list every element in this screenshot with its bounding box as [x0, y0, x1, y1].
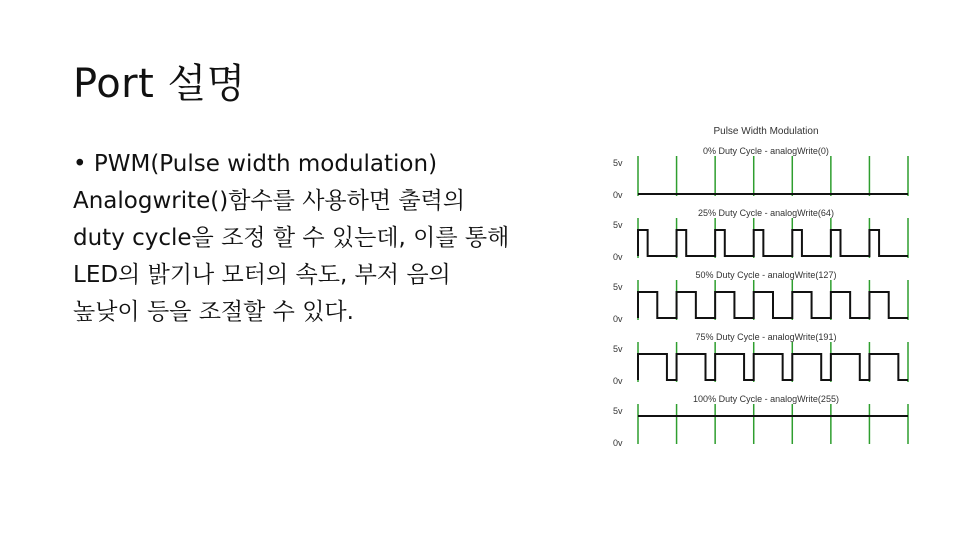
slide-title: Port 설명	[73, 61, 246, 107]
low-level-label: 0v	[613, 314, 623, 324]
high-level-label: 5v	[613, 282, 623, 292]
waveform-signal	[638, 354, 908, 380]
low-level-label: 0v	[613, 376, 623, 386]
waveform-label: 100% Duty Cycle - analogWrite(255)	[693, 394, 839, 404]
waveform-label: 75% Duty Cycle - analogWrite(191)	[695, 332, 837, 342]
high-level-label: 5v	[613, 158, 623, 168]
waveform-label: 25% Duty Cycle - analogWrite(64)	[698, 208, 834, 218]
high-level-label: 5v	[613, 406, 623, 416]
body-text	[73, 146, 613, 331]
diagram-title: Pulse Width Modulation	[713, 126, 819, 137]
waveform-signal	[638, 292, 908, 318]
body-line: 높낮이 등을 조절할 수 있다.	[73, 299, 354, 325]
body-line: • PWM(Pulse width modulation)	[73, 151, 438, 177]
low-level-label: 0v	[613, 438, 623, 448]
waveform-label: 0% Duty Cycle - analogWrite(0)	[703, 146, 829, 156]
waveform-signal	[638, 230, 908, 256]
pwm-diagram	[608, 122, 912, 452]
pwm-diagram-svg	[608, 122, 912, 452]
body-line: Analogwrite()함수를 사용하면 출력의	[73, 188, 466, 214]
high-level-label: 5v	[613, 344, 623, 354]
waveform-label: 50% Duty Cycle - analogWrite(127)	[695, 270, 837, 280]
low-level-label: 0v	[613, 190, 623, 200]
low-level-label: 0v	[613, 252, 623, 262]
high-level-label: 5v	[613, 220, 623, 230]
body-line: duty cycle을 조정 할 수 있는데, 이를 통해	[73, 225, 510, 251]
body-line: LED의 밝기나 모터의 속도, 부저 음의	[73, 262, 451, 288]
